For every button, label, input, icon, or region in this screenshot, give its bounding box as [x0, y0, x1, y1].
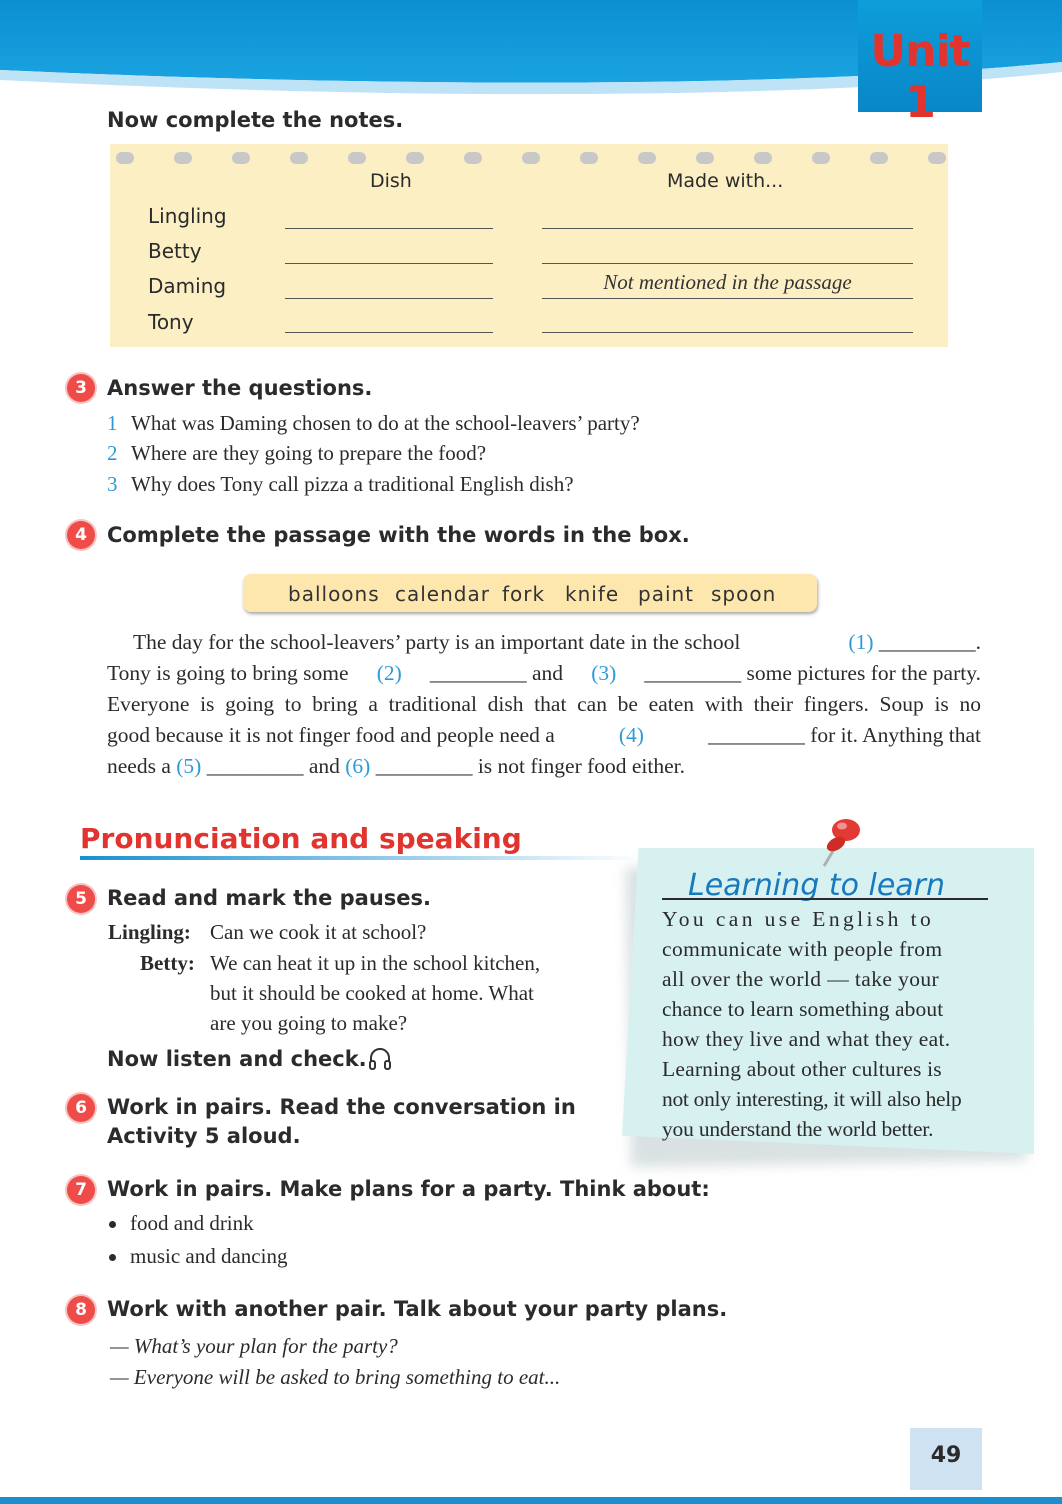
made-with-blank[interactable]	[542, 263, 913, 264]
activity-number: 4	[67, 521, 95, 549]
blank[interactable]: _________ and	[206, 754, 340, 778]
passage-line	[107, 723, 981, 748]
note-title: Learning to learn	[688, 868, 946, 903]
question-number: 2	[107, 441, 118, 465]
bullet-icon	[109, 1221, 116, 1228]
note-line: You can use English to	[662, 907, 935, 931]
passage-line	[133, 630, 981, 655]
blank-number: (3)	[591, 661, 617, 685]
passage-line	[107, 661, 981, 686]
activity-title: Read and mark the pauses.	[107, 886, 431, 910]
blank-number: (1)	[848, 630, 874, 654]
note-line: communicate with people from	[662, 937, 943, 961]
passage-text: The day for the school-leavers’ party is an important date in the school	[133, 630, 741, 654]
word-item: knife	[565, 582, 620, 606]
section-underline	[80, 856, 640, 860]
word-item: balloons	[288, 582, 380, 606]
blank[interactable]: _________ some pictures for the party.	[644, 661, 981, 685]
example-line: — Everyone will be asked to bring something to eat...	[110, 1365, 561, 1389]
blank-number: (4)	[618, 723, 644, 747]
question-text: Where are they going to prepare the food?	[131, 441, 487, 465]
headphones-icon[interactable]	[368, 1046, 392, 1072]
blank[interactable]: _________ is not finger food either.	[375, 754, 686, 778]
speech-line: but it should be cooked at home. What	[210, 981, 534, 1005]
bottom-bar	[0, 1497, 1062, 1504]
activity-number: 3	[67, 374, 95, 402]
blank-number: (5)	[176, 754, 202, 778]
passage-line: Everyone is going to bring a traditional dish that can be eaten with their fingers. Soup is no	[107, 692, 981, 716]
notes-name: Daming	[148, 274, 227, 298]
activity-title: Work in pairs. Read the conversation in	[107, 1095, 576, 1119]
bullet-text: music and dancing	[130, 1244, 288, 1268]
notes-box	[110, 144, 948, 347]
word-item: calendar	[395, 582, 490, 606]
pushpin-icon	[810, 810, 870, 872]
activity-title: Complete the passage with the words in the box.	[107, 523, 690, 547]
note-line: you understand the world better.	[662, 1117, 934, 1141]
notes-name: Lingling	[148, 204, 227, 228]
passage-text: good because it is not finger food and people need a	[107, 723, 555, 747]
word-item: paint	[638, 582, 695, 606]
made-with-blank	[542, 298, 913, 299]
passage-text: needs a	[107, 754, 171, 778]
activity-title: Work with another pair. Talk about your party plans.	[107, 1297, 728, 1321]
notes-col-dish: Dish	[370, 170, 412, 192]
word-item: spoon	[711, 582, 777, 606]
note-title-underline	[662, 898, 988, 900]
listen-instruction: Now listen and check.	[107, 1047, 367, 1071]
activity-number: 6	[67, 1094, 95, 1122]
blank[interactable]: _________ and	[429, 661, 564, 685]
note-line: how they live and what they eat.	[662, 1027, 951, 1051]
unit-title: Unit 1	[870, 26, 970, 128]
section-title: Pronunciation and speaking	[80, 822, 522, 855]
blank[interactable]: _________ for it. Anything that	[708, 723, 981, 747]
dish-blank[interactable]	[285, 332, 493, 333]
activity-title: Activity 5 aloud.	[107, 1124, 301, 1148]
speech-line: We can heat it up in the school kitchen,	[210, 951, 541, 975]
passage-text: Tony is going to bring some	[107, 661, 349, 685]
dish-blank[interactable]	[285, 298, 493, 299]
question-text: What was Daming chosen to do at the school-leavers’ party?	[131, 411, 640, 435]
activity-number: 7	[67, 1176, 95, 1204]
blank-number: (6)	[345, 754, 371, 778]
notes-name: Betty	[148, 239, 202, 263]
passage-line	[107, 754, 981, 779]
dish-blank[interactable]	[285, 263, 493, 264]
word-item: fork	[502, 582, 546, 606]
page-number: 49	[930, 1443, 962, 1468]
activity-number: 5	[67, 885, 95, 913]
notes-instruction: Now complete the notes.	[107, 108, 404, 132]
speech-line: are you going to make?	[210, 1011, 408, 1035]
notes-name: Tony	[148, 310, 194, 334]
notes-col-made-with: Made with...	[667, 170, 784, 192]
activity-title: Work in pairs. Make plans for a party. Think about:	[107, 1177, 710, 1201]
activity-number: 8	[67, 1296, 95, 1324]
bullet-icon	[109, 1254, 116, 1261]
question-number: 3	[107, 472, 118, 496]
blank[interactable]: _________.	[878, 630, 981, 654]
question-text: Why does Tony call pizza a traditional English dish?	[131, 472, 574, 496]
question-number: 1	[107, 411, 118, 435]
speech-line: Can we cook it at school?	[210, 920, 427, 944]
note-line: Learning about other cultures is	[662, 1057, 942, 1081]
blank-number: (2)	[376, 661, 402, 685]
daming-made-with-note: Not mentioned in the passage	[603, 270, 852, 294]
note-line: not only interesting, it will also help	[662, 1087, 962, 1111]
bullet-text: food and drink	[130, 1211, 254, 1235]
dish-blank[interactable]	[285, 228, 493, 229]
note-line: all over the world — take your	[662, 967, 940, 991]
note-line: chance to learn something about	[662, 997, 944, 1021]
made-with-blank[interactable]	[542, 228, 913, 229]
made-with-blank[interactable]	[542, 332, 913, 333]
activity-title: Answer the questions.	[107, 376, 373, 400]
speaker-name: Betty:	[140, 951, 195, 975]
speaker-name: Lingling:	[108, 920, 191, 944]
example-line: — What’s your plan for the party?	[110, 1334, 398, 1358]
word-box	[243, 574, 817, 612]
